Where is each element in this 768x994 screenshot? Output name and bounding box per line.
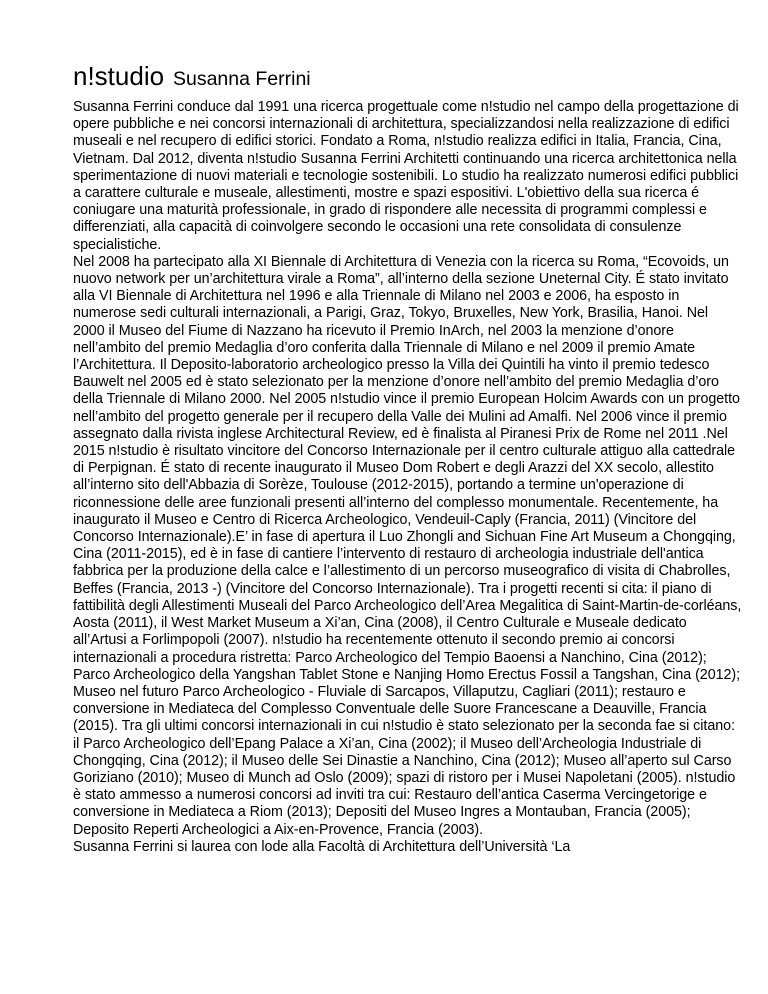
document-title [73, 58, 743, 95]
paragraph-awards-projects: Nel 2008 ha partecipato alla XI Biennale di Architettura di Venezia con la ricerca su Roma, “Ecovoids, un nuovo network per un’architettura virale a Roma”, all’interno della sezione Uneternal City. É stato invitato alla VI Biennale di Architettura nel 1996 e alla Triennale di Milano nel 2003 e 2006, ha esposto in numerose sedi culturali internazionali, a Parigi, Graz, Tokyo, Bruxelles, New York, Brasilia, Hanoi. Nel 2000 il Museo del Fiume di Nazzano ha ricevuto il Premio InArch, nel 2003 la menzione d’onore nell’ambito del premio Medaglia d’oro conferita dalla Triennale di Milano e nel 2009 il premio Amate l’Architettura. Il Deposito-laboratorio archeologico presso la Villa dei Quintili ha vinto il premio tedesco Bauwelt nel 2005 ed è stato selezionato per la menzione d’onore nell’ambito del premio Medaglia d’oro della Triennale di Milano 2000. Nel 2005 n!studio vince il premio European Holcim Awards con un progetto nell’ambito del progetto generale per il recupero della Valle dei Mulini ad Amalfi. Nel 2006 vince il premio assegnato dalla rivista inglese Architectural Review, ed è finalista al Piranesi Prix de Rome nel 2011 .Nel 2015 n!studio è risultato vincitore del Concorso Internazionale per il centro culturale attiguo alla cattedrale di Perpignan. É stato di recente inaugurato il Museo Dom Robert e degli Arazzi del XX secolo, allestito all’interno sito dell'Abbazia di Sorèze, Toulouse (2012-2015), portando a termine un'operazione di riconnessione delle aree funzionali presenti all’interno del complesso monumentale. Recentemente, ha inaugurato il Museo e Centro di Ricerca Archeologico, Vendeuil-Caply (Francia, 2011) (Vincitore del Concorso Internazionale).E’ in fase di apertura il Luo Zhongli and Sichuan Fine Art Museum a Chongqing, Cina (2011-2015), ed è in fase di cantiere l’intervento di restauro di archeologia industriale dell'antica fabbrica per la produzione della calce e l’allestimento di un percorso museografico di visita di Chabrolles, Beffes (Francia, 2013 -) (Vincitore del Concorso Internazionale). Tra i progetti recenti si cita: il piano di fattibilità degli Allestimenti Museali del Parco Archeologico dell’Area Megalitica di Saint-Martin-de-corléans, Aosta (2011), il West Market Museum a Xi’an, Cina (2008), il Centro Culturale e Museale dedicato all’Artusi a Forlimpopoli (2007). n!studio ha recentemente ottenuto il secondo premio ai concorsi internazionali a procedura ristretta: Parco Archeologico del Tempio Baoensi a Nanchino, Cina (2012); Parco Archeologico della Yangshan Tablet Stone e Nanjing Homo Erectus Fossil a Tangshan, Cina (2012); Museo nel futuro Parco Archeologico - Fluviale di Sarcapos, Villaputzu, Cagliari (2011); restauro e conversione in Mediateca del Complesso Conventuale delle Suore Francescane a Deauville, Francia (2015). Tra gli ultimi concorsi internazionali in cui n!studio è stato selezionato per la seconda fae si citano: il Parco Archeologico dell’Epang Palace a Xi’an, Cina (2002); il Museo dell’Archeologia Industriale di Chongqing, Cina (2012); il Museo delle Sei Dinastie a Nanchino, Cina (2012); Museo all’aperto sul Carso Goriziano (2010); Museo di Munch ad Oslo (2009); spazi di ristoro per i Musei Napoletani (2005). n!studio è stato ammesso a numerosi concorsi ad inviti tra cui: Restauro dell’antica Caserma Vercingetorige e conversione in Mediateca a Riom (2013); Depositi del Museo Ingres a Montauban, Francia (2005); Deposito Reperti Archeologici a Aix-en-Provence, Francia (2003). [73, 253, 742, 838]
title-brand: n!studio [73, 61, 165, 91]
title-person-name: Susanna Ferrini [172, 68, 311, 90]
paragraph-education: Susanna Ferrini si laurea con lode alla Facoltà di Architettura dell’Università ‘La [73, 838, 571, 855]
document-page [73, 58, 743, 856]
paragraph-intro: Susanna Ferrini conduce dal 1991 una ricerca progettuale come n!studio nel campo della progettazione di opere pubbliche e nei concorsi internazionali di architettura, specializzandosi nella realizzazione di edifici museali e nel recupero di edifici storici. Fondato a Roma, n!studio realizza edifici in Italia, Francia, Cina, Vietnam. Dal 2012, diventa n!studio Susanna Ferrini Architetti continuando una ricerca architettonica nella sperimentazione di nuovi materiali e tecnologie sostenibili. Lo studio ha realizzato numerosi edifici pubblici a carattere culturale e museale, allestimenti, mostre e spazi espositivi. L'obiettivo della sua ricerca é coniugare una maturità professionale, in grado di rispondere alle necessita di programmi complessi e differenziati, alla capacità di coinvolgere secondo le occasioni una rete consolidata di consulenze specialistiche. [73, 99, 739, 253]
